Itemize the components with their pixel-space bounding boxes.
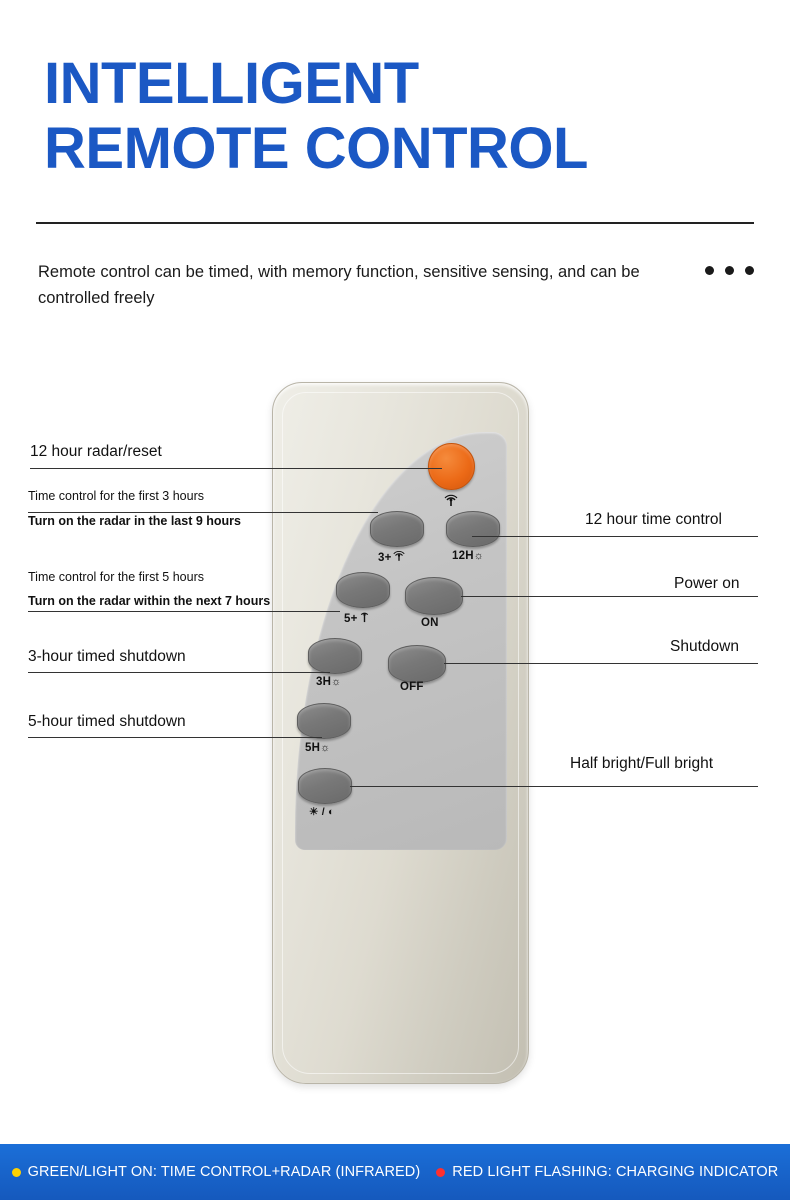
callout-3-hour-shutdown: 3-hour timed shutdown bbox=[28, 648, 186, 665]
radar-wave-icon bbox=[443, 494, 459, 507]
leader-line-first-5-hours bbox=[28, 611, 340, 612]
leader-line-half-full-bright bbox=[350, 786, 758, 787]
radar-wave-icon bbox=[392, 550, 406, 562]
callout-first-3-hours: Time control for the first 3 hours bbox=[28, 489, 204, 503]
red-light-dot-icon bbox=[436, 1168, 445, 1177]
button-5h-radar[interactable] bbox=[336, 572, 390, 608]
green-light-dot-icon bbox=[12, 1168, 21, 1177]
leader-line-power-on bbox=[461, 596, 758, 597]
button-12h-label: 12H☼ bbox=[452, 550, 484, 562]
button-5h-radar-label: 5+ bbox=[344, 611, 371, 625]
callout-half-full-bright: Half bright/Full bright bbox=[570, 755, 714, 772]
callout-first-5-hours: Time control for the first 5 hours bbox=[28, 570, 204, 584]
callout-next-7-hours: Turn on the radar within the next 7 hours bbox=[28, 594, 271, 608]
footer-item-green bbox=[12, 1164, 421, 1180]
button-3h-radar[interactable] bbox=[370, 511, 424, 547]
page-title-line-1: INTELLIGENT bbox=[44, 51, 419, 116]
leader-line-first-3-hours bbox=[28, 512, 378, 513]
button-5h-off-label: 5H☼ bbox=[305, 742, 331, 754]
sun-icon: ☼ bbox=[320, 742, 331, 754]
footer-items bbox=[12, 1164, 779, 1180]
button-3h-off-label: 3H☼ bbox=[316, 676, 342, 688]
leader-line-3-hour-shutdown bbox=[28, 672, 330, 673]
button-3h-radar-label: 3+ bbox=[378, 550, 406, 564]
button-radar-reset-label bbox=[443, 494, 459, 510]
button-radar-reset[interactable] bbox=[428, 443, 475, 490]
page-subtitle: Remote control can be timed, with memory function, sensitive sensing, and can be controlled freely bbox=[38, 263, 640, 307]
callout-radar-reset: 12 hour radar/reset bbox=[30, 443, 162, 460]
sun-icon: ☼ bbox=[331, 676, 342, 688]
callout-power-on: Power on bbox=[674, 575, 740, 592]
footer-bar bbox=[0, 1144, 790, 1200]
button-off-label: OFF bbox=[400, 681, 424, 693]
callout-12-hour-time-control: 12 hour time control bbox=[585, 511, 722, 528]
sun-icon: ☼ bbox=[473, 550, 484, 562]
footer-text-red: RED LIGHT FLASHING: CHARGING INDICATOR bbox=[452, 1164, 779, 1180]
button-on-label: ON bbox=[421, 617, 439, 629]
callout-shutdown: Shutdown bbox=[670, 638, 739, 655]
callout-last-9-hours: Turn on the radar in the last 9 hours bbox=[28, 514, 241, 528]
button-3h-off[interactable] bbox=[308, 638, 362, 674]
page-title-line-2: REMOTE CONTROL bbox=[44, 115, 588, 181]
callout-5-hour-shutdown: 5-hour timed shutdown bbox=[28, 713, 186, 730]
leader-line-shutdown bbox=[444, 663, 758, 664]
button-brightness[interactable] bbox=[298, 768, 352, 804]
button-5h-off[interactable] bbox=[297, 703, 351, 739]
footer-item-red bbox=[436, 1164, 778, 1180]
leader-line-12-hour-time-control bbox=[472, 536, 758, 537]
leader-line-5-hour-shutdown bbox=[28, 737, 322, 738]
button-brightness-label: ☀ / ◐ bbox=[309, 806, 335, 818]
button-off[interactable] bbox=[388, 645, 446, 683]
footer-text-green: GREEN/LIGHT ON: TIME CONTROL+RADAR (INFRARED) bbox=[27, 1164, 421, 1180]
button-on[interactable] bbox=[405, 577, 463, 615]
button-12h[interactable] bbox=[446, 511, 500, 547]
radar-tower-icon bbox=[358, 611, 371, 623]
leader-line-radar-reset bbox=[30, 468, 442, 469]
